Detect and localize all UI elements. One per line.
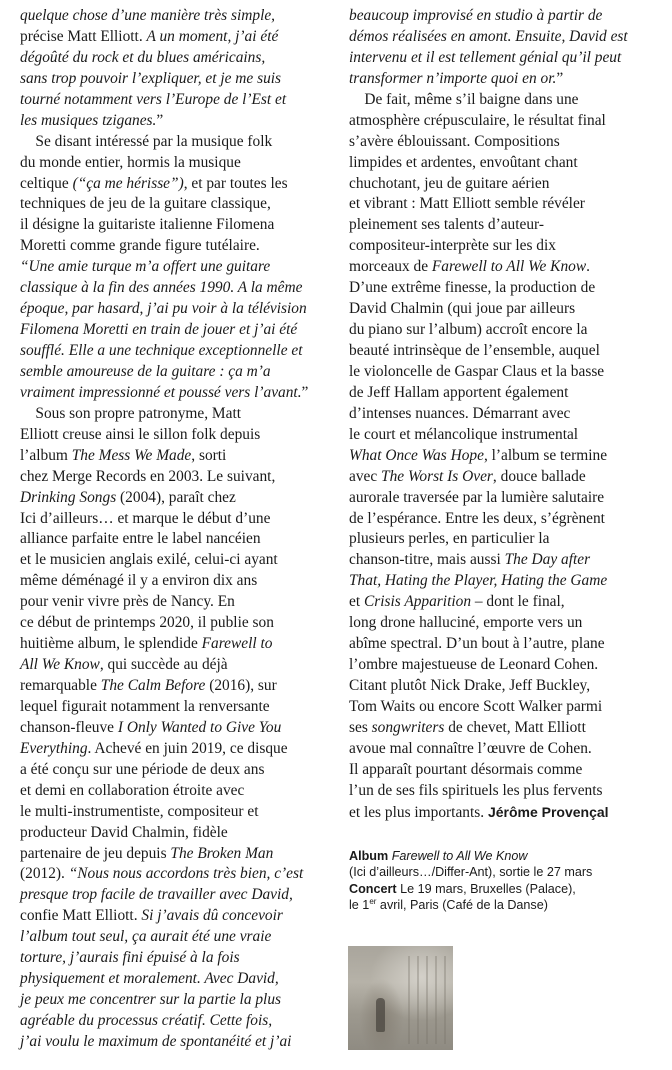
text-segment: alliance parfaite entre le label nancéien: [20, 530, 261, 548]
text-line: [20, 802, 323, 823]
text-segment: j’ai voulu le maximum de spontanéité et j’ai: [20, 1032, 292, 1050]
text-segment: David Chalmin (qui joue par ailleurs: [349, 300, 576, 318]
text-segment: démos réalisées en amont. Ensuite, David est: [349, 27, 628, 45]
text-segment: huitième album, le splendide: [20, 635, 202, 653]
text-segment: l’ombre majestueuse de Leonard Cohen.: [349, 656, 599, 674]
text-line: [20, 592, 323, 613]
album-details: (Ici d’ailleurs…/Differ-Ant), sortie le 27 mars: [349, 865, 593, 880]
text-segment: le violoncelle de Gaspar Claus et la basse: [349, 362, 605, 380]
text-segment: d’intenses nuances. Démarrant avec: [349, 404, 571, 422]
text-segment: chanson-fleuve: [20, 718, 118, 736]
text-line: [20, 69, 323, 90]
text-line: [20, 613, 323, 634]
text-line: [20, 739, 323, 760]
text-line: [349, 550, 651, 571]
text-segment: techniques de jeu de la guitare classique,: [20, 195, 271, 213]
text-segment: ce début de printemps 2020, il publie son: [20, 614, 274, 632]
text-line: [20, 1032, 323, 1053]
text-segment: celtique: [20, 174, 73, 192]
text-segment: Everything: [20, 739, 88, 757]
text-line: [20, 990, 323, 1011]
text-line: [349, 802, 651, 823]
text-segment: Il apparaît pourtant désormais comme: [349, 760, 583, 778]
text-segment: I Only Wanted to Give You: [117, 718, 282, 736]
text-segment: Crisis Apparition: [363, 593, 472, 611]
text-line: [349, 467, 651, 488]
text-segment: presque trop facile de travailler avec David,: [20, 886, 293, 904]
text-segment: Ici d’ailleurs… et marque le début d’une: [20, 509, 271, 527]
text-segment: atmosphère crépusculaire, le résultat final: [349, 111, 606, 129]
text-line: [20, 529, 323, 550]
album-title: Farewell to All We Know: [391, 849, 528, 863]
text-segment: De fait, même s’il baigne dans une: [349, 90, 579, 108]
text-line: [20, 6, 323, 27]
text-segment: Sous son propre patronyme, Matt: [20, 404, 241, 422]
text-segment: Moretti comme grande figure tutélaire.: [20, 237, 260, 255]
text-line: [349, 362, 651, 383]
text-line: [20, 948, 323, 969]
text-segment: . Achevé en juin 2019, ce disque: [87, 739, 288, 757]
text-line: [349, 509, 651, 530]
text-line: [20, 27, 323, 48]
text-segment: Farewell to All We Know: [431, 258, 587, 276]
text-line: [349, 48, 651, 69]
text-segment: de Jeff Hallam apportent également: [349, 383, 569, 401]
text-segment: “Une amie turque m’a offert une guitare: [20, 258, 271, 276]
text-line: [20, 194, 323, 215]
text-segment: That, Hating the Player, Hating the Game: [349, 572, 608, 590]
text-line: [349, 194, 651, 215]
text-segment: et: [349, 593, 364, 611]
text-line: [20, 278, 323, 299]
text-segment: The Broken Man: [170, 844, 274, 862]
text-segment: compositeur-interprète sur les dix: [349, 237, 556, 255]
text-line: [349, 404, 651, 425]
text-line: [20, 299, 323, 320]
text-line: [20, 90, 323, 111]
text-segment: Tom Waits ou encore Scott Walker parmi: [349, 697, 603, 715]
text-segment: du piano sur l’album) accroît encore la: [349, 321, 588, 339]
text-line: [20, 550, 323, 571]
text-segment: les musiques tziganes.: [20, 111, 157, 129]
text-segment: producteur David Chalmin, fidèle: [20, 823, 228, 841]
text-line: [349, 446, 651, 467]
text-segment: Drinking Songs: [20, 488, 117, 506]
text-line: [20, 509, 323, 530]
text-segment: l’un de ses fils spirituels les plus fervents: [349, 781, 603, 799]
text-line: [20, 844, 323, 865]
text-segment: de chevet, Matt Elliott: [444, 718, 586, 736]
text-segment: , douce ballade: [492, 467, 586, 485]
text-line: [20, 446, 323, 467]
text-line: [349, 383, 651, 404]
text-line: [20, 823, 323, 844]
concert-label: Concert: [349, 881, 397, 896]
text-line: [349, 781, 651, 802]
text-line: [349, 111, 651, 132]
text-line: [349, 655, 651, 676]
text-segment: long drone halluciné, emporte vers un: [349, 614, 583, 632]
text-segment: l’album: [20, 446, 72, 464]
text-line: [20, 676, 323, 697]
text-line: [20, 697, 323, 718]
text-line: [349, 739, 651, 760]
text-segment: remarquable: [20, 677, 101, 694]
text-line: [20, 488, 323, 509]
text-segment: – dont le final,: [471, 593, 565, 611]
album-label: Album: [349, 849, 389, 863]
text-segment: Farewell to: [201, 635, 273, 653]
text-segment: Citant plutôt Nick Drake, Jeff Buckley,: [349, 677, 591, 694]
text-line: [349, 153, 651, 174]
concert-dates-1: Le 19 mars, Bruxelles (Palace),: [400, 881, 576, 896]
text-line: [349, 90, 651, 111]
text-line: [20, 48, 323, 69]
text-line: [20, 1011, 323, 1032]
text-segment: D’une extrême finesse, la production de: [349, 279, 596, 297]
text-segment: ”: [301, 383, 309, 401]
text-segment: Filomena Moretti en train de jouer et j’ai été: [20, 321, 298, 339]
text-line: [349, 69, 651, 90]
text-segment: transformer n’importe quoi en or.: [349, 69, 557, 87]
text-segment: What Once Was Hope: [349, 446, 484, 464]
text-segment: ”: [556, 69, 564, 87]
text-line: [20, 969, 323, 990]
text-segment: (2004), paraît chez: [116, 488, 236, 506]
author-signature: Jérôme Provençal: [487, 803, 609, 820]
text-segment: agréable du processus créatif. Cette fois,: [20, 1012, 273, 1029]
text-line: [20, 320, 323, 341]
text-line: [349, 278, 651, 299]
text-line: [349, 571, 651, 592]
text-line: [20, 383, 323, 404]
text-segment: l’album tout seul, ça aurait été une vraie: [20, 928, 272, 946]
text-segment: The Worst Is Over: [381, 467, 493, 485]
text-segment: avoue mal connaître l’œuvre de Cohen.: [349, 739, 592, 757]
text-segment: il désigne la guitariste italienne Filomena: [20, 216, 275, 234]
text-line: [20, 571, 323, 592]
concert-dates-2: le 1er avril, Paris (Café de la Danse): [349, 896, 548, 912]
text-segment: physiquement et moralement. Avec David,: [20, 970, 279, 988]
text-line: [20, 236, 323, 257]
text-line: [20, 425, 323, 446]
text-line: [349, 341, 651, 362]
text-segment: et les plus importants.: [349, 803, 488, 821]
article-column-right: [349, 6, 651, 823]
text-segment: et le musicien anglais exilé, celui-ci ayant: [20, 551, 278, 569]
text-segment: du monde entier, hormis la musique: [20, 153, 241, 171]
text-line: [349, 257, 651, 278]
text-segment: beaucoup improvisé en studio à partir de: [349, 7, 603, 24]
text-segment: et vibrant : Matt Elliott semble révéler: [349, 195, 585, 213]
text-segment: précise Matt Elliott.: [20, 27, 147, 45]
text-line: [349, 634, 651, 655]
text-segment: A un moment, j’ai été: [146, 27, 279, 45]
text-segment: partenaire de jeu depuis: [20, 844, 171, 862]
text-line: [20, 927, 323, 948]
text-line: [349, 676, 651, 697]
text-segment: The Calm Before: [100, 677, 206, 694]
text-segment: a été conçu sur une période de deux ans: [20, 760, 265, 778]
text-line: [349, 27, 651, 48]
text-line: [349, 592, 651, 613]
text-line: [20, 362, 323, 383]
text-segment: avec: [349, 467, 382, 485]
text-line: [20, 718, 323, 739]
text-segment: époque, par hasard, j’ai pu voir à la télévision: [20, 300, 307, 318]
text-line: [349, 174, 651, 195]
text-segment: .: [586, 258, 590, 276]
text-segment: songwriters: [371, 718, 445, 736]
text-line: [20, 781, 323, 802]
text-line: [20, 760, 323, 781]
text-line: [20, 467, 323, 488]
text-segment: semble amoureuse de la guitare : ça m’a: [20, 362, 271, 380]
text-segment: je peux me concentrer sur la partie la plus: [20, 991, 282, 1009]
text-line: [20, 655, 323, 676]
text-line: [20, 215, 323, 236]
text-segment: de l’espérance. Entre les deux, s’égrènent: [349, 509, 605, 527]
text-line: [349, 488, 651, 509]
text-segment: The Day after: [504, 551, 591, 569]
text-segment: lequel figurait notamment la renversante: [20, 697, 270, 715]
text-segment: morceaux de: [349, 258, 432, 276]
text-segment: chez Merge Records en 2003. Le suivant,: [20, 467, 276, 485]
text-segment: , et par toutes les: [183, 174, 288, 192]
text-segment: soufflé. Elle a une technique exceptionnelle et: [20, 342, 303, 359]
text-segment: classique à la fin des années 1990. A la même: [20, 279, 303, 297]
text-line: [20, 906, 323, 927]
text-line: [349, 613, 651, 634]
text-line: [20, 132, 323, 153]
text-line: [349, 718, 651, 739]
text-segment: Elliott creuse ainsi le sillon folk depuis: [20, 425, 261, 443]
text-line: [20, 111, 323, 132]
album-info-box: [349, 848, 659, 913]
text-line: [349, 697, 651, 718]
text-line: [349, 320, 651, 341]
text-segment: le court et mélancolique instrumental: [349, 425, 579, 443]
text-line: [20, 634, 323, 655]
text-segment: plusieurs perles, en particulier la: [349, 530, 550, 548]
text-segment: All We Know: [20, 656, 100, 674]
text-line: [20, 174, 323, 195]
text-segment: chanson-titre, mais aussi: [349, 551, 505, 569]
text-segment: torture, j’aurais fini épuisé à la fois: [20, 949, 240, 967]
text-line: [349, 6, 651, 27]
text-segment: , l’album se termine: [483, 446, 608, 464]
text-line: [349, 299, 651, 320]
text-line: [349, 215, 651, 236]
text-segment: vraiment impressionné et poussé vers l’avant.: [20, 383, 302, 401]
text-segment: beauté intrinsèque de l’ensemble, auquel: [349, 342, 600, 359]
text-segment: The Mess We Made: [71, 446, 192, 464]
text-line: [349, 132, 651, 153]
text-segment: limpides et ardentes, envoûtant chant: [349, 153, 578, 171]
text-segment: tourné notamment vers l’Europe de l’Est et: [20, 90, 287, 108]
text-segment: pleinement ses talents d’auteur-: [349, 216, 544, 234]
text-segment: chuchotant, jeu de guitare aérien: [349, 174, 550, 192]
text-segment: (2012).: [20, 865, 69, 883]
text-segment: le multi-instrumentiste, compositeur et: [20, 802, 259, 820]
text-segment: (“ça me hérisse”): [72, 174, 184, 192]
text-segment: intervenu et il est tellement génial qu’il peut: [349, 48, 622, 66]
text-line: [20, 153, 323, 174]
text-line: [349, 236, 651, 257]
album-cover-image: [348, 946, 453, 1050]
concert-info-line: [349, 881, 659, 897]
cover-figure: [376, 998, 385, 1032]
text-segment: pour venir vivre près de Nancy. En: [20, 593, 235, 611]
text-line: [20, 885, 323, 906]
text-line: [20, 341, 323, 362]
album-info-line: [349, 848, 659, 864]
text-segment: sans trop pouvoir l’expliquer, et je me suis: [20, 69, 282, 87]
text-segment: abîme spectral. D’un bout à l’autre, plane: [349, 635, 605, 653]
text-segment: ses: [349, 718, 372, 736]
text-segment: , sorti: [191, 446, 227, 464]
text-segment: Si j’avais dû concevoir: [141, 907, 283, 925]
article-column-left: [20, 6, 323, 1053]
text-segment: même déménagé il y a environ dix ans: [20, 572, 258, 590]
text-segment: aurorale traversée par la lumière salutaire: [349, 488, 605, 506]
text-segment: Se disant intéressé par la musique folk: [20, 132, 273, 150]
text-segment: dégoûté du rock et du blues américains,: [20, 48, 266, 66]
text-segment: , qui succède au déjà: [99, 656, 228, 674]
text-line: [20, 404, 323, 425]
text-segment: ”: [156, 111, 164, 129]
cover-trees: [408, 956, 448, 1044]
text-line: [349, 760, 651, 781]
text-line: [349, 425, 651, 446]
text-line: [20, 864, 323, 885]
text-segment: confie Matt Elliott.: [20, 907, 142, 925]
text-segment: “Nous nous accordons très bien, c’est: [68, 865, 304, 883]
text-segment: s’avère éblouissant. Compositions: [349, 132, 560, 150]
text-segment: quelque chose d’une manière très simple,: [20, 7, 276, 24]
text-line: [20, 257, 323, 278]
text-segment: et demi en collaboration étroite avec: [20, 781, 245, 799]
text-segment: (2016), sur: [205, 677, 277, 694]
text-line: [349, 529, 651, 550]
